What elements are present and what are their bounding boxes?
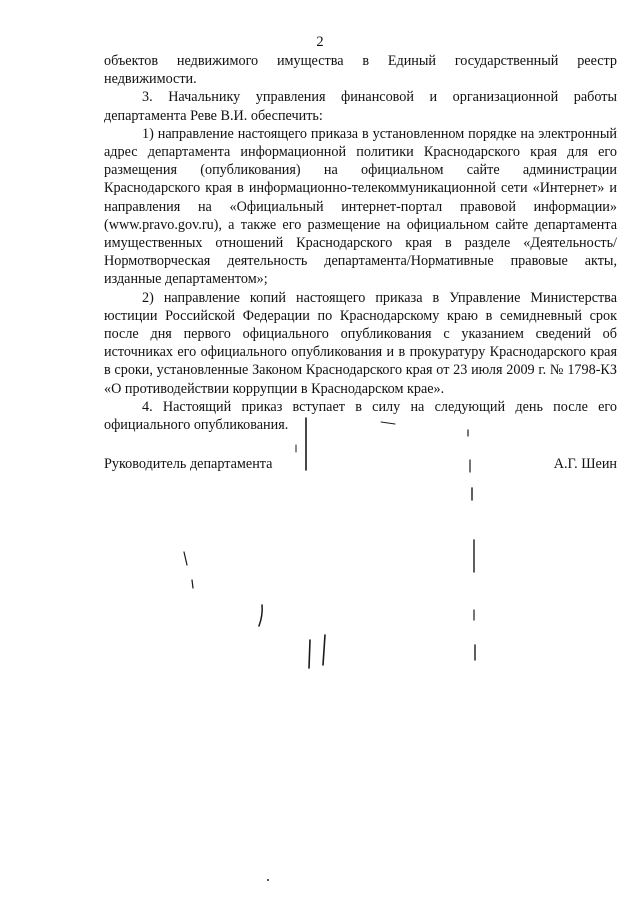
- scan-mark: [184, 552, 187, 565]
- scan-mark: [192, 580, 193, 588]
- scan-mark: [267, 879, 269, 881]
- paragraph-3: 1) направление настоящего приказа в установленном порядке на электронный адрес департамента информационной политики Краснодарского края для его размещения (опубликования) на официальном сайте администрации Краснодарского края в информационно-телекоммуникационной сети «Интернет» и направления на «Официальный интернет-портал правовой информации» (www.pravo.gov.ru), а также его размещение на официальном сайте департамента имущественных отношений Краснодарского края в разделе «Деятельность/Нормотворческая деятельность департамента/Нормативные правовые акты, изданные департаментом»;: [104, 125, 617, 288]
- signature-position: Руководитель департамента: [104, 456, 273, 472]
- page-number: 2: [316, 34, 324, 50]
- paragraph-4: 2) направление копий настоящего приказа в Управление Министерства юстиции Российской Федерации по Краснодарскому краю в семидневный срок после дня первого официального опубликования с указанием сведений об источниках его официального опубликования и в прокуратуру Краснодарского края в сроки, установленные Законом Краснодарского края от 23 июля 2009 г. № 1798-КЗ «О противодействии коррупции в Краснодарском крае».: [104, 289, 617, 397]
- signature-name: А.Г. Шеин: [553, 456, 617, 472]
- paragraph-1: объектов недвижимого имущества в Единый государственный реестр недвижимости.: [104, 53, 617, 88]
- scan-mark: [259, 605, 262, 626]
- scan-mark: [381, 422, 395, 424]
- scan-mark: [309, 640, 310, 668]
- paragraph-2: 3. Начальнику управления финансовой и организационной работы департамента Реве В.И. обеспечить:: [104, 89, 617, 124]
- scan-mark: [323, 635, 325, 665]
- paragraph-5: 4. Настоящий приказ вступает в силу на следующий день после его официального опубликования.: [104, 398, 617, 434]
